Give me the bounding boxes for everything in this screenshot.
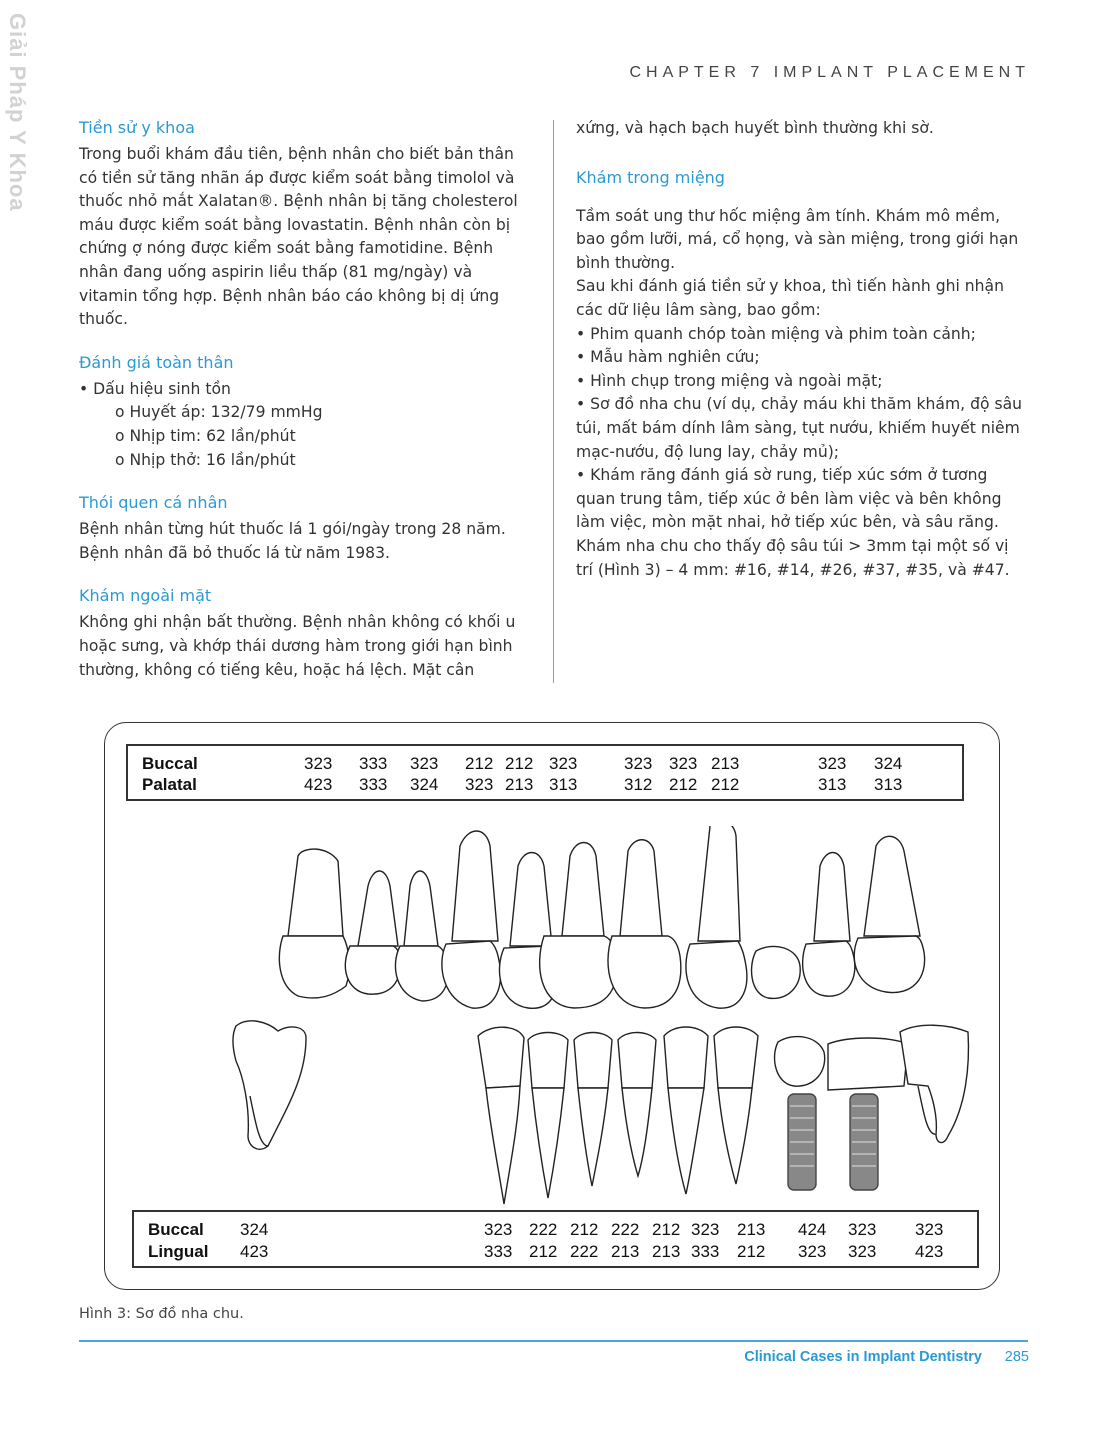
chart-value: 333 — [359, 775, 388, 794]
chart-value: 323 — [669, 754, 698, 773]
upper-tooth — [442, 831, 501, 1008]
chart-value: 333 — [484, 1242, 513, 1261]
lower-tooth — [574, 1033, 612, 1187]
upper-palatal-label: Palatal — [142, 775, 197, 794]
general-exam-heading: Đánh giá toàn thân — [79, 352, 234, 372]
chart-value: 222 — [570, 1242, 599, 1261]
chart-value: 212 — [711, 775, 740, 794]
lower-tooth — [714, 1027, 758, 1184]
chart-value: 313 — [549, 775, 578, 794]
extraoral-section — [79, 585, 535, 682]
chart-value: 324 — [240, 1220, 269, 1239]
column-divider — [553, 120, 554, 683]
intraoral-text-3: Khám nha chu cho thấy độ sâu túi > 3mm tại một số vị trí (Hình 3) – 4 mm: #16, #14, #26, #37, #35, và #47. — [576, 536, 1010, 579]
chart-value: 323 — [624, 754, 653, 773]
medical-history-section — [79, 117, 535, 332]
chart-value: 333 — [359, 754, 388, 773]
chart-value: 212 — [669, 775, 698, 794]
upper-tooth — [540, 843, 617, 1009]
list-item: • Khám răng đánh giá sờ rung, tiếp xúc sớm ở tương quan trung tâm, tiếp xúc ở bên làm việc và bên không làm việc, mòn mặt nhai, hở tiếp xúc bên, và sâu răng. — [576, 466, 1002, 532]
habits-section — [79, 492, 535, 565]
lower-tooth — [828, 1038, 908, 1090]
vital-signs-bullet: • Dấu hiệu sinh tồn — [79, 379, 231, 398]
chart-value: 323 — [304, 754, 333, 773]
continuation-text: xứng, và hạch bạch huyết bình thường khi sờ. — [576, 119, 934, 137]
chart-value: 423 — [240, 1242, 269, 1261]
teeth-illustration — [228, 826, 978, 1206]
general-exam-section — [79, 352, 535, 472]
upper-tooth — [395, 871, 448, 1001]
chart-value: 424 — [798, 1220, 827, 1239]
footer-rule — [79, 1340, 1028, 1342]
lower-tooth — [618, 1033, 656, 1177]
chart-value: 312 — [624, 775, 653, 794]
chart-value: 212 — [737, 1242, 766, 1261]
chart-value: 323 — [848, 1220, 877, 1239]
chart-value: 323 — [484, 1220, 513, 1239]
chart-value: 323 — [410, 754, 439, 773]
list-item: • Phim quanh chóp toàn miệng và phim toàn cảnh; — [576, 324, 976, 343]
chart-value: 323 — [465, 775, 494, 794]
lower-tooth — [664, 1027, 708, 1194]
chart-value: 423 — [304, 775, 333, 794]
chart-value: 313 — [818, 775, 847, 794]
upper-buccal-label: Buccal — [142, 754, 198, 773]
medical-history-text: Trong buổi khám đầu tiên, bệnh nhân cho biết bản thân có tiền sử tăng nhãn áp được kiểm soát bằng timolol và thuốc nhỏ mắt Xalatan®. Bệnh nhân bị tăng cholesterol máu được kiểm soát bằng lovastatin. Bệnh nhân còn bị chứng ợ nóng được kiểm soát bằng famotidine. Bệnh nhân đang uống aspirin liều thấp (81 mg/ngày) và vitamin tổng hợp. Bệnh nhân báo cáo không bị dị ứng thuốc. — [79, 145, 518, 329]
upper-tooth — [752, 946, 801, 998]
chart-value: 213 — [611, 1242, 640, 1261]
watermark: Giải Pháp Y Khoa — [5, 13, 30, 212]
intraoral-text-2: Sau khi đánh giá tiền sử y khoa, thì tiến hành ghi nhận các dữ liệu lâm sàng, bao gồm: — [576, 277, 1004, 319]
chart-value: 222 — [611, 1220, 640, 1239]
upper-tooth — [686, 826, 747, 1008]
lower-tooth — [233, 1021, 306, 1149]
respiration-item: o Nhịp thở: 16 lần/phút — [115, 450, 296, 469]
chart-value: 213 — [737, 1220, 766, 1239]
chart-value: 333 — [691, 1242, 720, 1261]
chart-value: 212 — [465, 754, 494, 773]
list-item: • Sơ đồ nha chu (ví dụ, chảy máu khi thăm khám, độ sâu túi, mất bám dính lâm sàng, tụt nướu, khiếm huyết niêm mạc-nướu, độ lung lay, chảy mủ); — [576, 395, 1023, 461]
intraoral-heading: Khám trong miệng — [576, 167, 725, 187]
lower-tooth — [775, 1037, 825, 1087]
chart-value: 213 — [711, 754, 740, 773]
lower-tooth — [528, 1033, 568, 1199]
chart-value: 323 — [549, 754, 578, 773]
chart-value: 324 — [410, 775, 439, 794]
habits-heading: Thói quen cá nhân — [79, 493, 228, 513]
chart-value: 323 — [915, 1220, 944, 1239]
upper-tooth — [803, 853, 855, 997]
footer-book-title: Clinical Cases in Implant Dentistry — [744, 1349, 982, 1365]
chart-value: 212 — [505, 754, 534, 773]
chart-value: 323 — [818, 754, 847, 773]
chart-value: 213 — [505, 775, 534, 794]
chart-value: 323 — [691, 1220, 720, 1239]
heart-rate-item: o Nhịp tim: 62 lần/phút — [115, 426, 296, 445]
intraoral-text-1: Tầm soát ung thư hốc miệng âm tính. Khám mô mềm, bao gồm lưỡi, má, cổ họng, và sàn miệng, trong giới hạn bình thường. — [576, 206, 1019, 272]
chart-value: 212 — [529, 1242, 558, 1261]
chart-value: 212 — [570, 1220, 599, 1239]
chart-value: 212 — [652, 1220, 681, 1239]
chart-value: 423 — [915, 1242, 944, 1261]
running-head: CHAPTER 7 IMPLANT PLACEMENT — [629, 64, 1030, 81]
extraoral-text: Không ghi nhận bất thường. Bệnh nhân không có khối u hoặc sưng, và khớp thái dương hàm trong giới hạn bình thường, không có tiếng kêu, hoặc há lệch. Mặt cân — [79, 613, 516, 679]
chart-value: 323 — [798, 1242, 827, 1261]
medical-history-heading: Tiền sử y khoa — [79, 118, 195, 137]
chart-value: 213 — [652, 1242, 681, 1261]
upper-periodontal-chart — [126, 744, 964, 801]
list-item: • Hình chụp trong miệng và ngoài mặt; — [576, 371, 883, 390]
chart-value: 323 — [848, 1242, 877, 1261]
lower-lingual-label: Lingual — [148, 1242, 209, 1261]
right-column — [576, 117, 1026, 582]
upper-tooth — [608, 840, 681, 1008]
left-column — [79, 117, 535, 702]
chart-value: 324 — [874, 754, 903, 773]
lower-buccal-label: Buccal — [148, 1220, 204, 1239]
lower-tooth — [900, 1025, 968, 1142]
page-number: 285 — [1004, 1349, 1029, 1365]
figure-caption: Hình 3: Sơ đồ nha chu. — [79, 1306, 244, 1322]
upper-tooth — [279, 849, 349, 998]
lower-tooth — [478, 1027, 524, 1204]
habits-text: Bệnh nhân từng hút thuốc lá 1 gói/ngày trong 28 năm. Bệnh nhân đã bỏ thuốc lá từ năm 1983. — [79, 520, 506, 562]
extraoral-heading: Khám ngoài mặt — [79, 586, 212, 606]
chart-value: 222 — [529, 1220, 558, 1239]
list-item: • Mẫu hàm nghiên cứu; — [576, 348, 760, 367]
blood-pressure-item: o Huyết áp: 132/79 mmHg — [115, 403, 323, 422]
lower-periodontal-chart — [132, 1210, 979, 1268]
upper-tooth — [345, 871, 400, 994]
chart-value: 313 — [874, 775, 903, 794]
upper-tooth — [854, 836, 924, 992]
